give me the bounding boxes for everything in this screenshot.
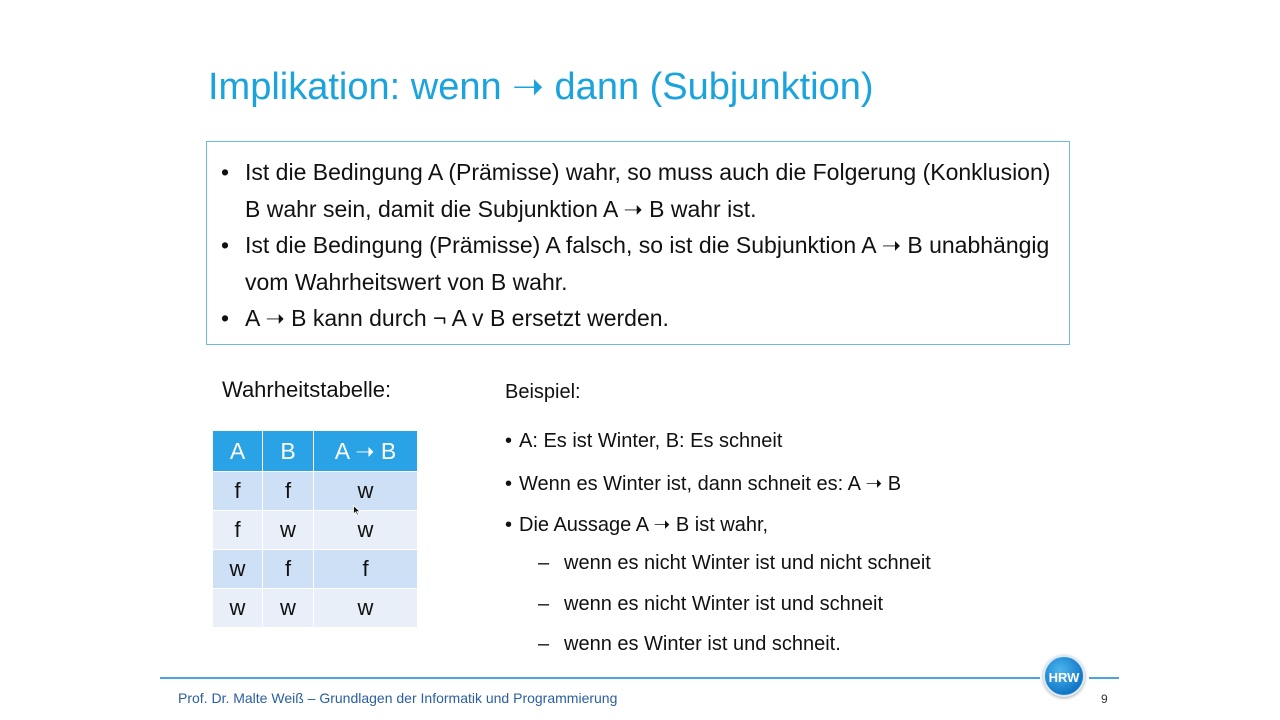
example-item: • A: Es ist Winter, B: Es schneit bbox=[505, 430, 783, 452]
dash-marker: – bbox=[538, 593, 550, 615]
table-cell: f bbox=[213, 511, 263, 550]
table-header-row bbox=[213, 431, 418, 472]
mouse-pointer-icon bbox=[353, 505, 361, 516]
truth-table-label: Wahrheitstabelle: bbox=[222, 377, 392, 402]
example-label: Beispiel: bbox=[505, 381, 581, 403]
truth-table bbox=[213, 431, 418, 628]
table-cell: f bbox=[263, 472, 314, 511]
table-cell: w bbox=[263, 511, 314, 550]
table-cell: f bbox=[263, 550, 314, 589]
definition-box bbox=[206, 141, 1070, 345]
header-cell: A ➝ B bbox=[314, 431, 418, 472]
hrw-logo: HRW bbox=[1043, 655, 1085, 697]
bullet-item: • Ist die Bedingung (Prämisse) A falsch, so ist die Subjunktion A ➝ B unabhängig vom Wahrheitswert von B wahr. bbox=[221, 227, 1065, 300]
header-cell: A bbox=[213, 431, 263, 472]
table-row bbox=[213, 550, 418, 589]
table-cell: w bbox=[314, 589, 418, 628]
example-item: • Die Aussage A ➝ B ist wahr, bbox=[505, 514, 769, 536]
example-sub-item: – wenn es nicht Winter ist und schneit bbox=[538, 593, 884, 615]
example-item: • Wenn es Winter ist, dann schneit es: A ➝ B bbox=[505, 473, 902, 495]
header-cell: B bbox=[263, 431, 314, 472]
bullet-list bbox=[221, 154, 1065, 337]
footer-author: Prof. Dr. Malte Weiß – Grundlagen der Informatik und Programmierung bbox=[178, 690, 618, 706]
table-row bbox=[213, 472, 418, 511]
table-cell: f bbox=[213, 472, 263, 511]
bullet-dot: • bbox=[505, 430, 513, 452]
table-cell: w bbox=[263, 589, 314, 628]
bullet-dot: • bbox=[505, 514, 513, 536]
table-cell: f bbox=[314, 550, 418, 589]
dash-marker: – bbox=[538, 633, 550, 655]
table-cell: w bbox=[314, 511, 418, 550]
table-row bbox=[213, 589, 418, 628]
table-cell: w bbox=[213, 589, 263, 628]
dash-marker: – bbox=[538, 552, 550, 574]
example-sub-item: – wenn es nicht Winter ist und nicht schneit bbox=[538, 552, 931, 574]
example-sub-item: – wenn es Winter ist und schneit. bbox=[538, 633, 841, 655]
page-number: 9 bbox=[1101, 692, 1108, 706]
slide-title: Implikation: wenn ➝ dann (Subjunktion) bbox=[208, 66, 874, 108]
footer-divider bbox=[160, 677, 1040, 679]
bullet-item: • Ist die Bedingung A (Prämisse) wahr, so muss auch die Folgerung (Konklusion) B wahr sein, damit die Subjunktion A ➝ B wahr ist. bbox=[221, 154, 1065, 227]
footer-divider bbox=[1089, 677, 1119, 679]
table-cell: w bbox=[213, 550, 263, 589]
bullet-dot: • bbox=[505, 473, 513, 495]
bullet-item: • A ➝ B kann durch ¬ A v B ersetzt werden. bbox=[221, 300, 1065, 337]
table-row bbox=[213, 511, 418, 550]
table-cell: w bbox=[314, 472, 418, 511]
